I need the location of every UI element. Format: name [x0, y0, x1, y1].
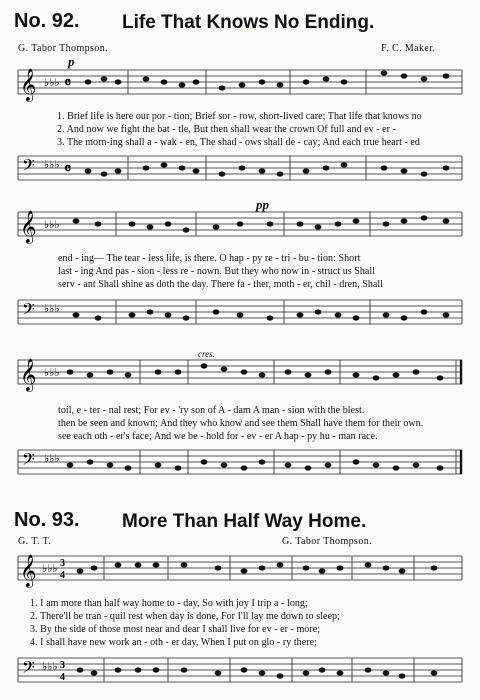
svg-text:♭♭♭: ♭♭♭ [44, 303, 60, 315]
verse-2-lyric: then be seen and known; And they who know and see them Shall have them for their own. [58, 418, 424, 429]
svg-text:𝄞: 𝄞 [20, 358, 37, 391]
music-staff-bass [0, 296, 480, 340]
svg-text:♭♭♭: ♭♭♭ [44, 219, 60, 231]
verse-2-lyric: 2. And now we fight the bat - tle, But then shall wear the crown Of full and ev - er - [57, 124, 396, 135]
svg-text:♭♭♭: ♭♭♭ [44, 77, 60, 89]
music-staff-bass [0, 152, 480, 196]
verse-1-lyric: 1. Brief life is here our por - tion; Brief sor - row, short-lived care; That life that knows no [57, 111, 422, 122]
music-staff-treble [0, 552, 480, 596]
composer-credit: F. C. Maker. [381, 43, 436, 54]
music-staff-treble [0, 66, 480, 110]
svg-text:3: 3 [60, 558, 65, 569]
verse-1-lyric: end - ing— The tear - less life, is there. O hap - py re - tri - bu - tion: Short [58, 253, 361, 264]
verse-4-lyric: 4. I shall have new work an - oth - er day, When I put on glo - ry there; [30, 637, 317, 648]
lyricist-credit: G. T. T. [18, 536, 52, 547]
svg-text:𝄢: 𝄢 [22, 449, 35, 473]
verse-1-lyric: toil, e - ter - nal rest; For ev - 'ry son of A - dam A man - sion with the blest. [58, 405, 365, 416]
verse-3-lyric: 3. By the side of those most near and dear I shall live for ev - er - more; [30, 624, 321, 635]
hymn-title: More Than Half Way Home. [122, 511, 367, 532]
svg-text:𝄴: 𝄴 [64, 75, 72, 92]
music-staff-treble [0, 208, 480, 252]
svg-text:♭♭♭: ♭♭♭ [44, 159, 60, 171]
composer-credit: G. Tabor Thompson. [282, 536, 373, 547]
verse-3-lyric: serv - ant Shall shine as doth the day. There fa - ther, moth - er, chil - dren, Shall [58, 279, 384, 290]
hymn-title: Life That Knows No Ending. [122, 12, 375, 33]
dynamic-marking: p [68, 54, 75, 69]
svg-text:𝄢: 𝄢 [22, 155, 35, 179]
crescendo-marking: cres. [198, 349, 215, 359]
hymn-number: No. 92. [14, 10, 80, 32]
svg-text:𝄞: 𝄞 [20, 210, 37, 243]
verse-3-lyric: see each oth - er's face; And we be - hold for - ev - er A hap - py hu - man race. [58, 431, 378, 442]
svg-text:𝄞: 𝄞 [20, 68, 37, 101]
svg-text:𝄞: 𝄞 [20, 554, 37, 587]
verse-2-lyric: 2. There'll be tran - quil rest when day is done, For I'll lay me down to sleep; [30, 611, 340, 622]
music-staff-bass [0, 654, 480, 698]
svg-text:4: 4 [60, 570, 65, 581]
verse-2-lyric: last - ing And pas - sion - less re - nown. But they who now in - struct us Shall [58, 266, 376, 277]
svg-text:4: 4 [60, 672, 65, 683]
svg-text:𝄴: 𝄴 [64, 161, 72, 178]
svg-text:♭♭♭: ♭♭♭ [42, 661, 58, 673]
hymn-number: No. 93. [14, 509, 80, 531]
svg-text:3: 3 [60, 660, 65, 671]
lyricist-credit: G. Tabor Thompson. [18, 43, 109, 54]
svg-text:♭♭♭: ♭♭♭ [44, 367, 60, 379]
verse-1-lyric: 1. I am more than half way home to - day, So with joy I trip a - long; [30, 598, 308, 609]
verse-3-lyric: 3. The morn-ing shall a - wak - en, The shad - ows shall de - cay; And each true heart - ed [57, 137, 420, 148]
svg-text:𝄢: 𝄢 [22, 657, 35, 681]
music-staff-bass [0, 446, 480, 490]
svg-text:♭♭♭: ♭♭♭ [42, 563, 58, 575]
svg-text:♭♭♭: ♭♭♭ [44, 453, 60, 465]
music-staff-treble [0, 356, 480, 400]
svg-text:𝄢: 𝄢 [22, 299, 35, 323]
dynamic-marking-pp: pp [256, 197, 269, 212]
